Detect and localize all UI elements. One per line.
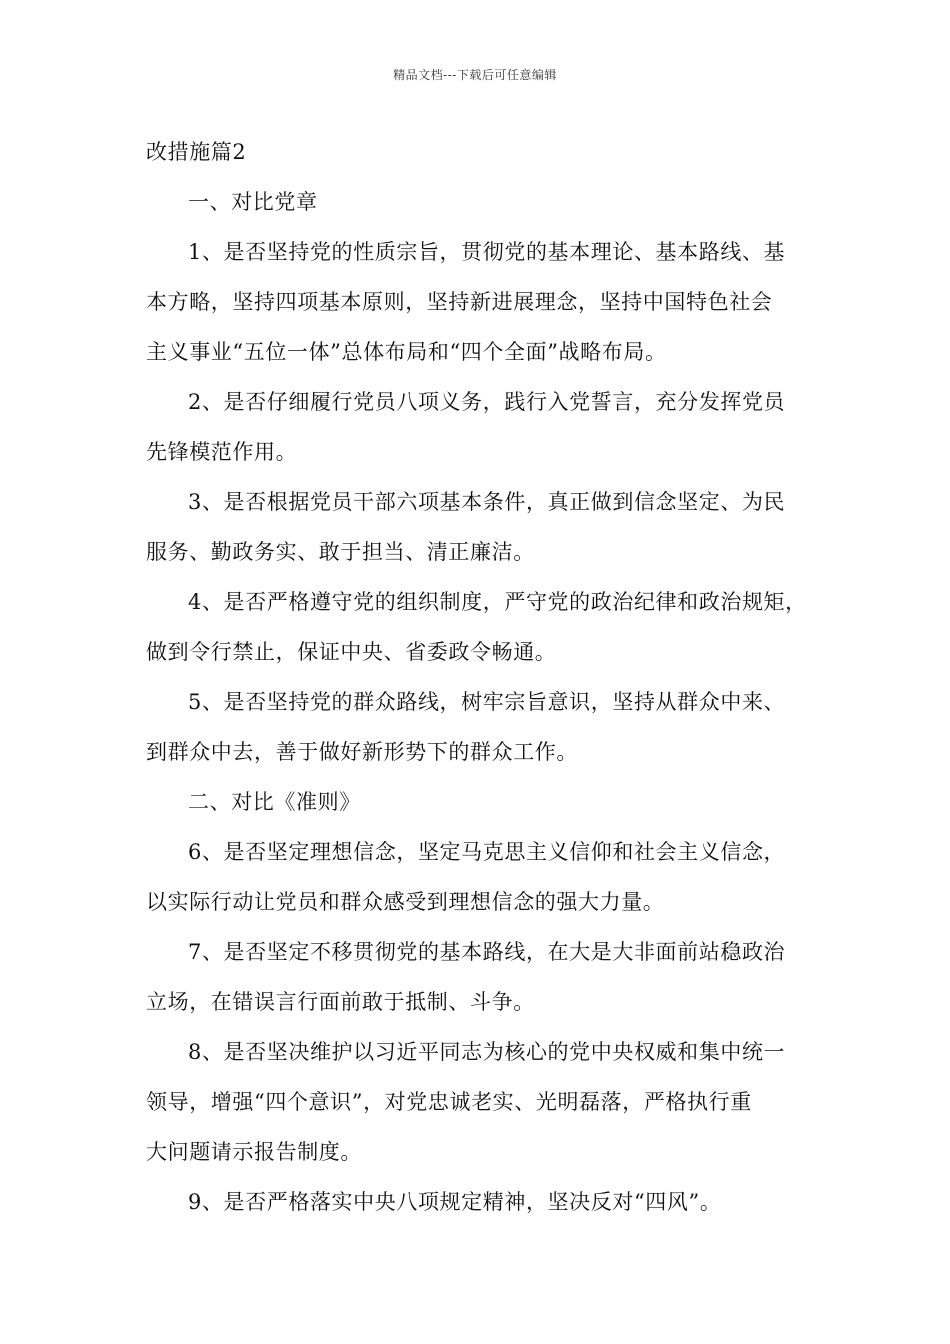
paragraph-line: 6、是否坚定理想信念，坚定马克思主义信仰和社会主义信念， <box>188 840 786 864</box>
paragraph-line: 做到令行禁止，保证中央、省委政令畅通。 <box>146 640 557 664</box>
paragraph-line: 4、是否严格遵守党的组织制度，严守党的政治纪律和政治规矩， <box>188 590 807 614</box>
paragraph-line: 9、是否严格落实中央八项规定精神，坚决反对“四风”。 <box>188 1190 722 1214</box>
paragraph-line: 主义事业“五位一体”总体布局和“四个全面”战略布局。 <box>146 340 667 364</box>
paragraph-line: 3、是否根据党员干部六项基本条件，真正做到信念坚定、为民 <box>188 490 786 514</box>
paragraph-line: 到群众中去，善于做好新形势下的群众工作。 <box>146 740 578 764</box>
paragraph-line: 7、是否坚定不移贯彻党的基本路线，在大是大非面前站稳政治 <box>188 940 786 964</box>
paragraph-line: 领导，增强“四个意识”，对党忠诚老实、光明磊落，严格执行重 <box>146 1090 752 1114</box>
paragraph-line: 本方略，坚持四项基本原则，坚持新进展理念，坚持中国特色社会 <box>146 290 773 314</box>
paragraph-line: 大问题请示报告制度。 <box>146 1140 362 1164</box>
paragraph-line: 5、是否坚持党的群众路线，树牢宗旨意识，坚持从群众中来、 <box>188 690 786 714</box>
paragraph-line: 2、是否仔细履行党员八项义务，践行入党誓言，充分发挥党员 <box>188 390 786 414</box>
heading-2: 二、对比《准则》 <box>188 790 361 814</box>
paragraph-line: 立场，在错误言行面前敢于抵制、斗争。 <box>146 990 535 1014</box>
paragraph-line: 先锋模范作用。 <box>146 440 298 464</box>
paragraph-line: 以实际行动让党员和群众感受到理想信念的强大力量。 <box>146 890 665 914</box>
paragraph-line: 8、是否坚决维护以习近平同志为核心的党中央权威和集中统一 <box>188 1040 786 1064</box>
heading-1: 一、对比党章 <box>188 190 318 214</box>
paragraph-line: 1、是否坚持党的性质宗旨，贯彻党的基本理论、基本路线、基 <box>188 240 786 264</box>
page-header: 精品文档---下载后可任意编辑 <box>393 68 557 82</box>
section-title: 改措施篇2 <box>146 140 247 164</box>
paragraph-line: 服务、勤政务实、敢于担当、清正廉洁。 <box>146 540 535 564</box>
